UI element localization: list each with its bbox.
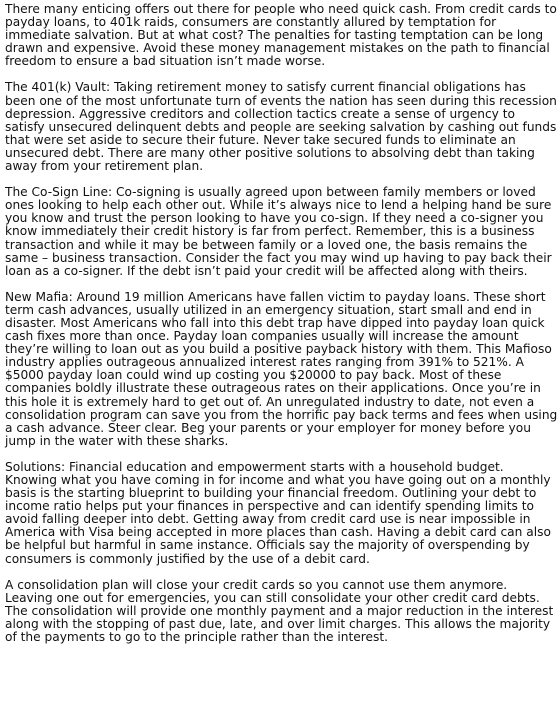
- paragraph-co-sign-line: The Co-Sign Line: Co-signing is usually agreed upon between family members or loved ones looking to help each other out. While it’s always nice to lend a helping hand be sure you know and trust the person looking to have you co-sign. If they need a co-signer you know immediately their credit history is far from perfect. Remember, this is a business transaction and while it may be between family or a loved one, the basis remains the same – business transaction. Consider the fact you may wind up having to pay back their loan as a co-signer. If the debt isn’t paid your credit will be affected along with theirs.: [5, 185, 552, 278]
- paragraph-new-mafia: New Mafia: Around 19 million Americans have fallen victim to payday loans. These short term cash advances, usually utilized in an emergency situation, start small and end in disaster. Most Americans who fall into this debt trap have dipped into payday loan quick cash fixes more than once. Payday loan companies usually will increase the amount they’re willing to loan out as you build a positive payback history with them. This Mafioso industry applies outrageous annualized interest rates ranging from 391% to 521%. A $5000 payday loan could wind up costing you $20000 to pay back. Most of these companies boldly illustrate these outrageous rates on their applications. Once you’re in this hole it is extremely hard to get out of. An unregulated industry to date, not even a consolidation program can save you from the horrific pay back terms and fees when using a cash advance. Steer clear. Beg your parents or your employer for money before you jump in the water with these sharks.: [5, 289, 558, 448]
- paragraph-consolidation-plan: A consolidation plan will close your credit cards so you cannot use them anymore. Leaving one out for emergencies, you can still consolidate your other credit card debts. The consolidation will provide one monthly payment and a major reduction in the interest along with the stopping of past due, late, and over limit charges. This allows the majority of the payments to go to the principle rather than the interest.: [5, 577, 554, 645]
- paragraph-401k-vault: The 401(k) Vault: Taking retirement money to satisfy current financial obligations has been one of the most unfortunate turn of events the nation has seen during this recession depression. Aggressive creditors and collection tactics create a sense of urgency to satisfy unsecured delinquent debts and people are seeking salvation by cashing out funds that were set aside to secure their future. Never take secured funds to eliminate an unsecured debt. There are many other positive solutions to absolving debt than taking away from your retirement plan.: [5, 80, 557, 174]
- paragraph-intro: There many enticing offers out there for people who need quick cash. From credit cards to payday loans, to 401k raids, consumers are constantly allured by temptation for immediate salvation. But at what cost? The penalties for tasting temptation can be long drawn and expensive. Avoid these money management mistakes on the path to financial freedom to ensure a bad situation isn’t made worse.: [5, 2, 557, 69]
- paragraph-solutions: Solutions: Financial education and empowerment starts with a household budget. Knowing what you have coming in for income and what you have going out on a monthly basis is the starting blueprint to building your financial freedom. Outlining your debt to income ratio helps put your finances in perspective and can identify spending limits to avoid falling deeper into debt. Getting away from credit card use is near impossible in America with Visa being accepted in more places than cash. Having a debit card can also be helpful but harmful in same instance. Officials say the majority of overspending by consumers is commonly justified by the use of a debit card.: [5, 459, 551, 566]
